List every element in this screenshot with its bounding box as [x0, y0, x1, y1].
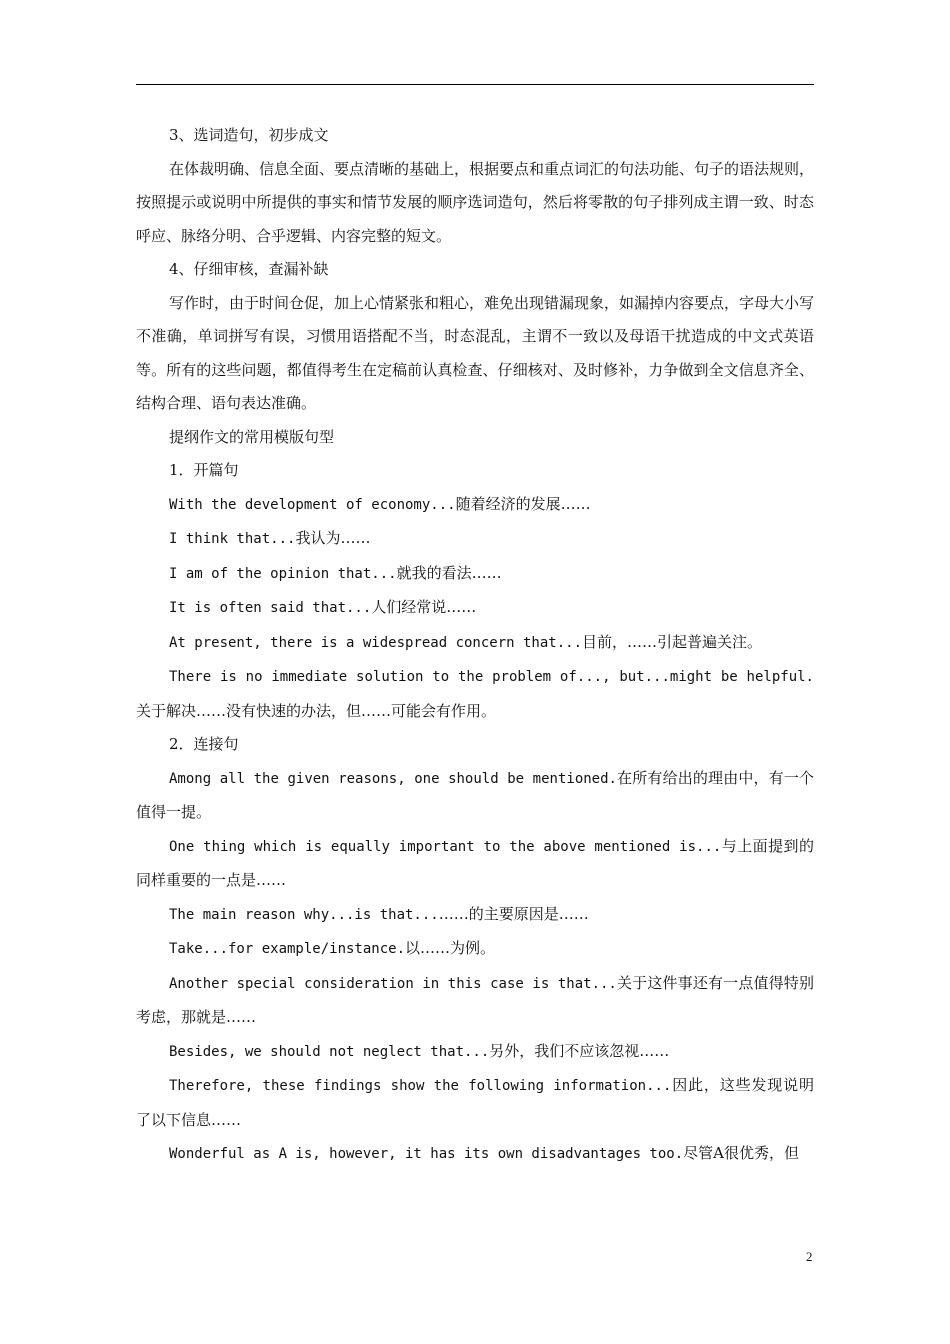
- phrase-english: Another special consideration in this case is that...: [169, 975, 617, 992]
- phrase-chinese: 因此，这些发现说明了以下信息……: [136, 1076, 814, 1129]
- phrase-chinese: 关于解决……没有快速的办法，但……可能会有作用。: [136, 701, 497, 720]
- phrase-english: I am of the opinion that...: [169, 565, 397, 582]
- body-paragraph: 在体裁明确、信息全面、要点清晰的基础上，根据要点和重点词汇的句法功能、句子的语法规则，按照提示或说明中所提供的事实和情节发展的顺序选词造句，然后将零散的句子排列成主谓一致、时态呼应、脉络分明、合乎逻辑、内容完整的短文。: [136, 159, 815, 245]
- phrase-line: [136, 522, 814, 557]
- phrase-line: [136, 660, 814, 728]
- phrase-chinese: 人们经常说……: [371, 598, 477, 616]
- phrase-chinese: 随着经济的发展……: [455, 494, 591, 513]
- phrase-english: There is no immediate solution to the problem of..., but...might be helpful.: [169, 669, 814, 685]
- phrase-chinese: 另外，我们不应该忽视……: [489, 1041, 670, 1060]
- phrase-english: One thing which is equally important to the above mentioned is...: [169, 838, 722, 855]
- phrase-chinese: 在所有给出的理由中，有一个值得一提。: [136, 768, 814, 821]
- phrase-line: [136, 1069, 814, 1137]
- page-number: 2: [806, 1249, 813, 1264]
- phrase-line: [136, 626, 814, 661]
- phrase-english: Besides, we should not neglect that...: [169, 1043, 490, 1060]
- phrase-english: Take...for example/instance.: [169, 941, 406, 957]
- phrase-chinese: 关于这件事还有一点值得特别考虑，那就是……: [136, 973, 814, 1026]
- phrase-chinese: 目前，……引起普遍关注。: [582, 632, 763, 651]
- section-heading: 4、仔细审核，查漏补缺: [169, 260, 329, 278]
- phrase-line: [136, 591, 814, 626]
- phrase-line: [136, 557, 814, 592]
- phrase-english: Therefore, these findings show the following information...: [169, 1078, 672, 1094]
- phrase-chinese: 尽管A很优秀，但: [683, 1144, 799, 1162]
- section-heading: 2．连接句: [169, 735, 239, 753]
- phrase-line: [136, 762, 814, 830]
- phrase-line: [136, 488, 814, 523]
- section-heading: 提纲作文的常用模版句型: [169, 427, 335, 446]
- phrase-line: [136, 898, 814, 933]
- phrase-line: [136, 830, 814, 898]
- phrase-line: [136, 932, 814, 967]
- header-rule: [136, 84, 814, 85]
- phrase-chinese: ……的主要原因是……: [438, 904, 589, 923]
- phrase-english: I think that...: [169, 531, 296, 547]
- section-heading: 1．开篇句: [169, 461, 239, 479]
- phrase-line: [136, 967, 814, 1035]
- phrase-line: [136, 1035, 814, 1070]
- document-body: [136, 119, 814, 1172]
- phrase-chinese: 与上面提到的同样重要的一点是……: [136, 836, 814, 889]
- phrase-chinese: 就我的看法……: [396, 563, 502, 582]
- phrase-line: [136, 1137, 814, 1172]
- phrase-english: It is often said that...: [169, 600, 372, 616]
- phrase-english: At present, there is a widespread concern that...: [169, 634, 583, 651]
- section-heading: 3、选词造句，初步成文: [169, 126, 329, 144]
- phrase-chinese: 以……为例。: [405, 939, 496, 957]
- phrase-english: Among all the given reasons, one should be mentioned.: [169, 770, 617, 787]
- phrase-chinese: 我认为……: [295, 529, 371, 547]
- body-paragraph: 写作时，由于时间仓促，加上心情紧张和粗心，难免出现错漏现象，如漏掉内容要点，字母大小写不准确，单词拼写有误，习惯用语搭配不当，时态混乱，主谓不一致以及母语干扰造成的中文式英语等。所有的这些问题，都值得考生在定稿前认真检查、仔细核对、及时修补，力争做到全文信息齐全、结构合理、语句表达准确。: [136, 293, 815, 412]
- phrase-english: With the development of economy...: [169, 496, 456, 513]
- phrase-english: The main reason why...is that...: [169, 906, 439, 923]
- phrase-english: Wonderful as A is, however, it has its own disadvantages too.: [169, 1146, 684, 1162]
